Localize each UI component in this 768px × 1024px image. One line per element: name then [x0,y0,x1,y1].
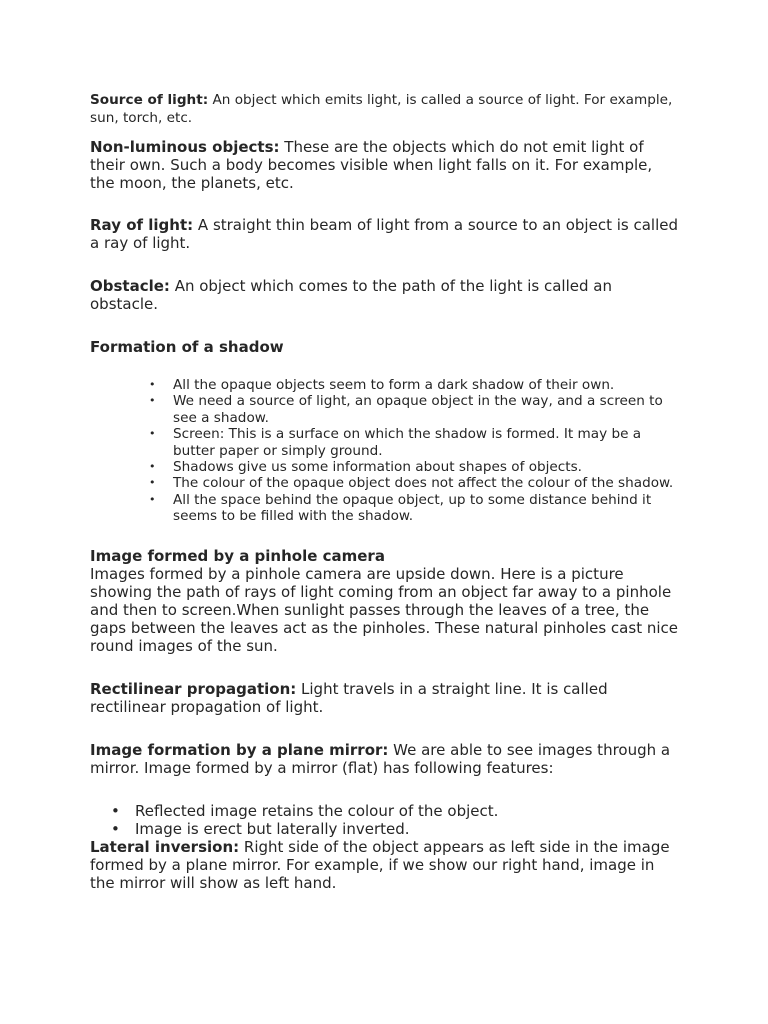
non-luminous-text: These are the objects which do not emit light of their own. Such a body becomes visible when light falls on it. For example, the moon, the planets, etc. [90,138,653,192]
ray-of-light-text: A straight thin beam of light from a source to an object is called a ray of light. [90,216,679,252]
shadow-heading: Formation of a shadow [90,338,284,356]
source-of-light-term: Source of light: [90,92,209,108]
ray-of-light-term: Ray of light: [90,216,194,234]
source-of-light-text: An object which emits light, is called a source of light. For example, sun, torch, etc. [90,92,673,126]
pinhole-paragraph [90,547,680,655]
ray-of-light-paragraph [90,216,680,252]
obstacle-term: Obstacle: [90,277,170,295]
shadow-bullet-list [90,377,680,525]
rectilinear-text: Light travels in a straight line. It is called rectilinear propagation of light. [90,679,608,716]
document-page [90,91,680,892]
list-item: • The colour of the opaque object does not affect the colour of the shadow. [173,475,680,491]
rectilinear-term: Rectilinear propagation: [90,679,297,698]
mirror-bullet-list [90,802,680,838]
lateral-inversion-text: Right side of the object appears as left side in the image formed by a plane mirror. For example, if we show our right hand, image in the mirror will show as left hand. [90,837,670,892]
lateral-inversion-term: Lateral inversion: [90,837,240,856]
list-item: • We need a source of light, an opaque object in the way, and a screen to see a shadow. [173,393,680,426]
pinhole-text: Images formed by a pinhole camera are upside down. Here is a picture showing the path of rays of light coming from an object far away to a pinhole and then to screen.When sunlight passes through the leaves of a tree, the gaps between the leaves act as the pinholes. These natural pinholes cast nice round images of the sun. [90,564,678,655]
list-item: • All the opaque objects seem to form a dark shadow of their own. [173,377,680,393]
obstacle-text: An object which comes to the path of the light is called an obstacle. [90,277,612,313]
pinhole-heading: Image formed by a pinhole camera [90,546,385,565]
list-item: • Shadows give us some information about shapes of objects. [173,459,680,475]
rectilinear-paragraph [90,680,680,716]
list-item: • Screen: This is a surface on which the shadow is formed. It may be a butter paper or simply ground. [173,426,680,459]
plane-mirror-text: We are able to see images through a mirror. Image formed by a mirror (flat) has following features: [90,740,671,777]
non-luminous-term: Non-luminous objects: [90,138,280,156]
list-item: • Reflected image retains the colour of the object. [135,802,680,820]
plane-mirror-paragraph [90,741,680,777]
list-item: • All the space behind the opaque object, up to some distance behind it seems to be filled with the shadow. [173,492,680,525]
non-luminous-paragraph [90,138,680,192]
source-of-light-paragraph [90,91,680,127]
list-item: • Image is erect but laterally inverted. [135,820,680,838]
obstacle-paragraph [90,277,680,313]
plane-mirror-term: Image formation by a plane mirror: [90,740,389,759]
lateral-inversion-paragraph [90,838,680,892]
